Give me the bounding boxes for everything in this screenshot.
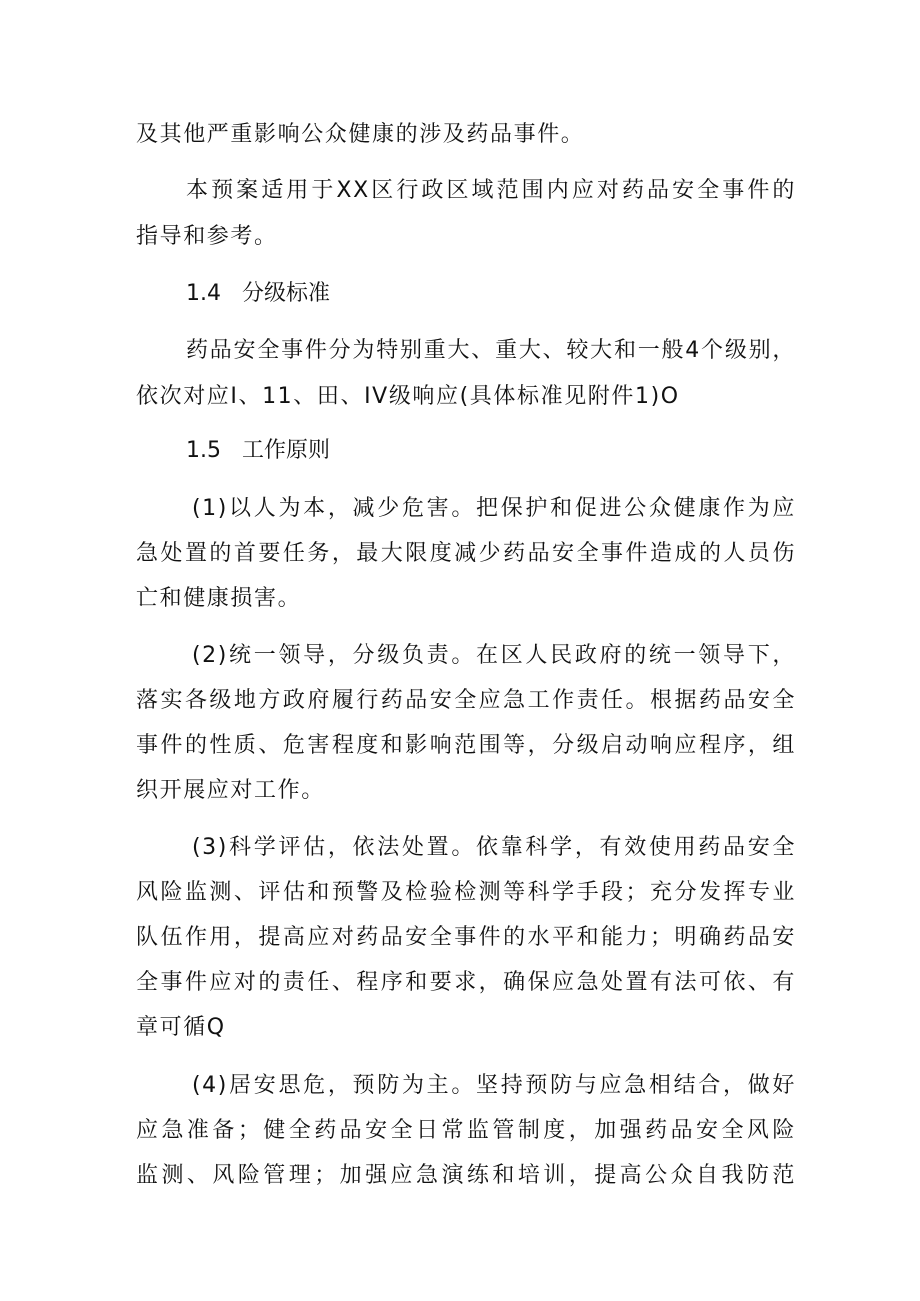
text-line: 及其他严重影响公众健康的涉及药品事件。 [136, 122, 585, 147]
heading-number: 1.5 [186, 438, 221, 463]
heading-title: 分级标准 [242, 281, 331, 306]
text-line: 本预案适用于XX区行政区域范围内应对药品安全事件的 [186, 178, 796, 203]
text-line: 章可循Q [136, 1015, 226, 1040]
text-line: (1)以人为本，减少危害。把保护和促进公众健康作为应 [192, 496, 796, 521]
text-line: 风险监测、评估和预警及检验检测等科学手段；充分发挥专业 [136, 880, 796, 905]
text-line: 全事件应对的责任、程序和要求，确保应急处置有法可依、有 [136, 970, 796, 995]
heading-number: 1.4 [186, 281, 221, 306]
section-heading-1-4 [186, 279, 330, 309]
text-line: (3)科学评估，依法处置。依靠科学，有效使用药品安全 [192, 835, 796, 860]
heading-title: 工作原则 [242, 438, 331, 463]
text-line: 亡和健康损害。 [136, 586, 302, 611]
text-line: 依次对应I、11、田、IV级响应(具体标准见附件1)O [136, 384, 680, 409]
text-line: (4)居安思危，预防为主。坚持预防与应急相结合，做好 [192, 1073, 796, 1098]
text-line: 监测、风险管理；加强应急演练和培训，提高公众自我防范 [136, 1163, 796, 1188]
text-line: 事件的性质、危害程度和影响范围等，分级启动响应程序，组 [136, 733, 796, 758]
text-line: 急处置的首要任务，最大限度减少药品安全事件造成的人员伤 [136, 541, 796, 566]
text-line: 织开展应对工作。 [136, 778, 325, 803]
text-line: 落实各级地方政府履行药品安全应急工作责任。根据药品安全 [136, 688, 796, 713]
text-line: 指导和参考。 [136, 224, 278, 249]
text-line: (2)统一领导，分级负责。在区人民政府的统一领导下， [192, 643, 796, 668]
section-heading-1-5 [186, 436, 330, 466]
text-line: 队伍作用，提高应对药品安全事件的水平和能力；明确药品安 [136, 925, 796, 950]
text-line: 应急准备；健全药品安全日常监管制度，加强药品安全风险 [136, 1118, 796, 1143]
text-line: 药品安全事件分为特别重大、重大、较大和一般4个级别， [186, 338, 796, 363]
